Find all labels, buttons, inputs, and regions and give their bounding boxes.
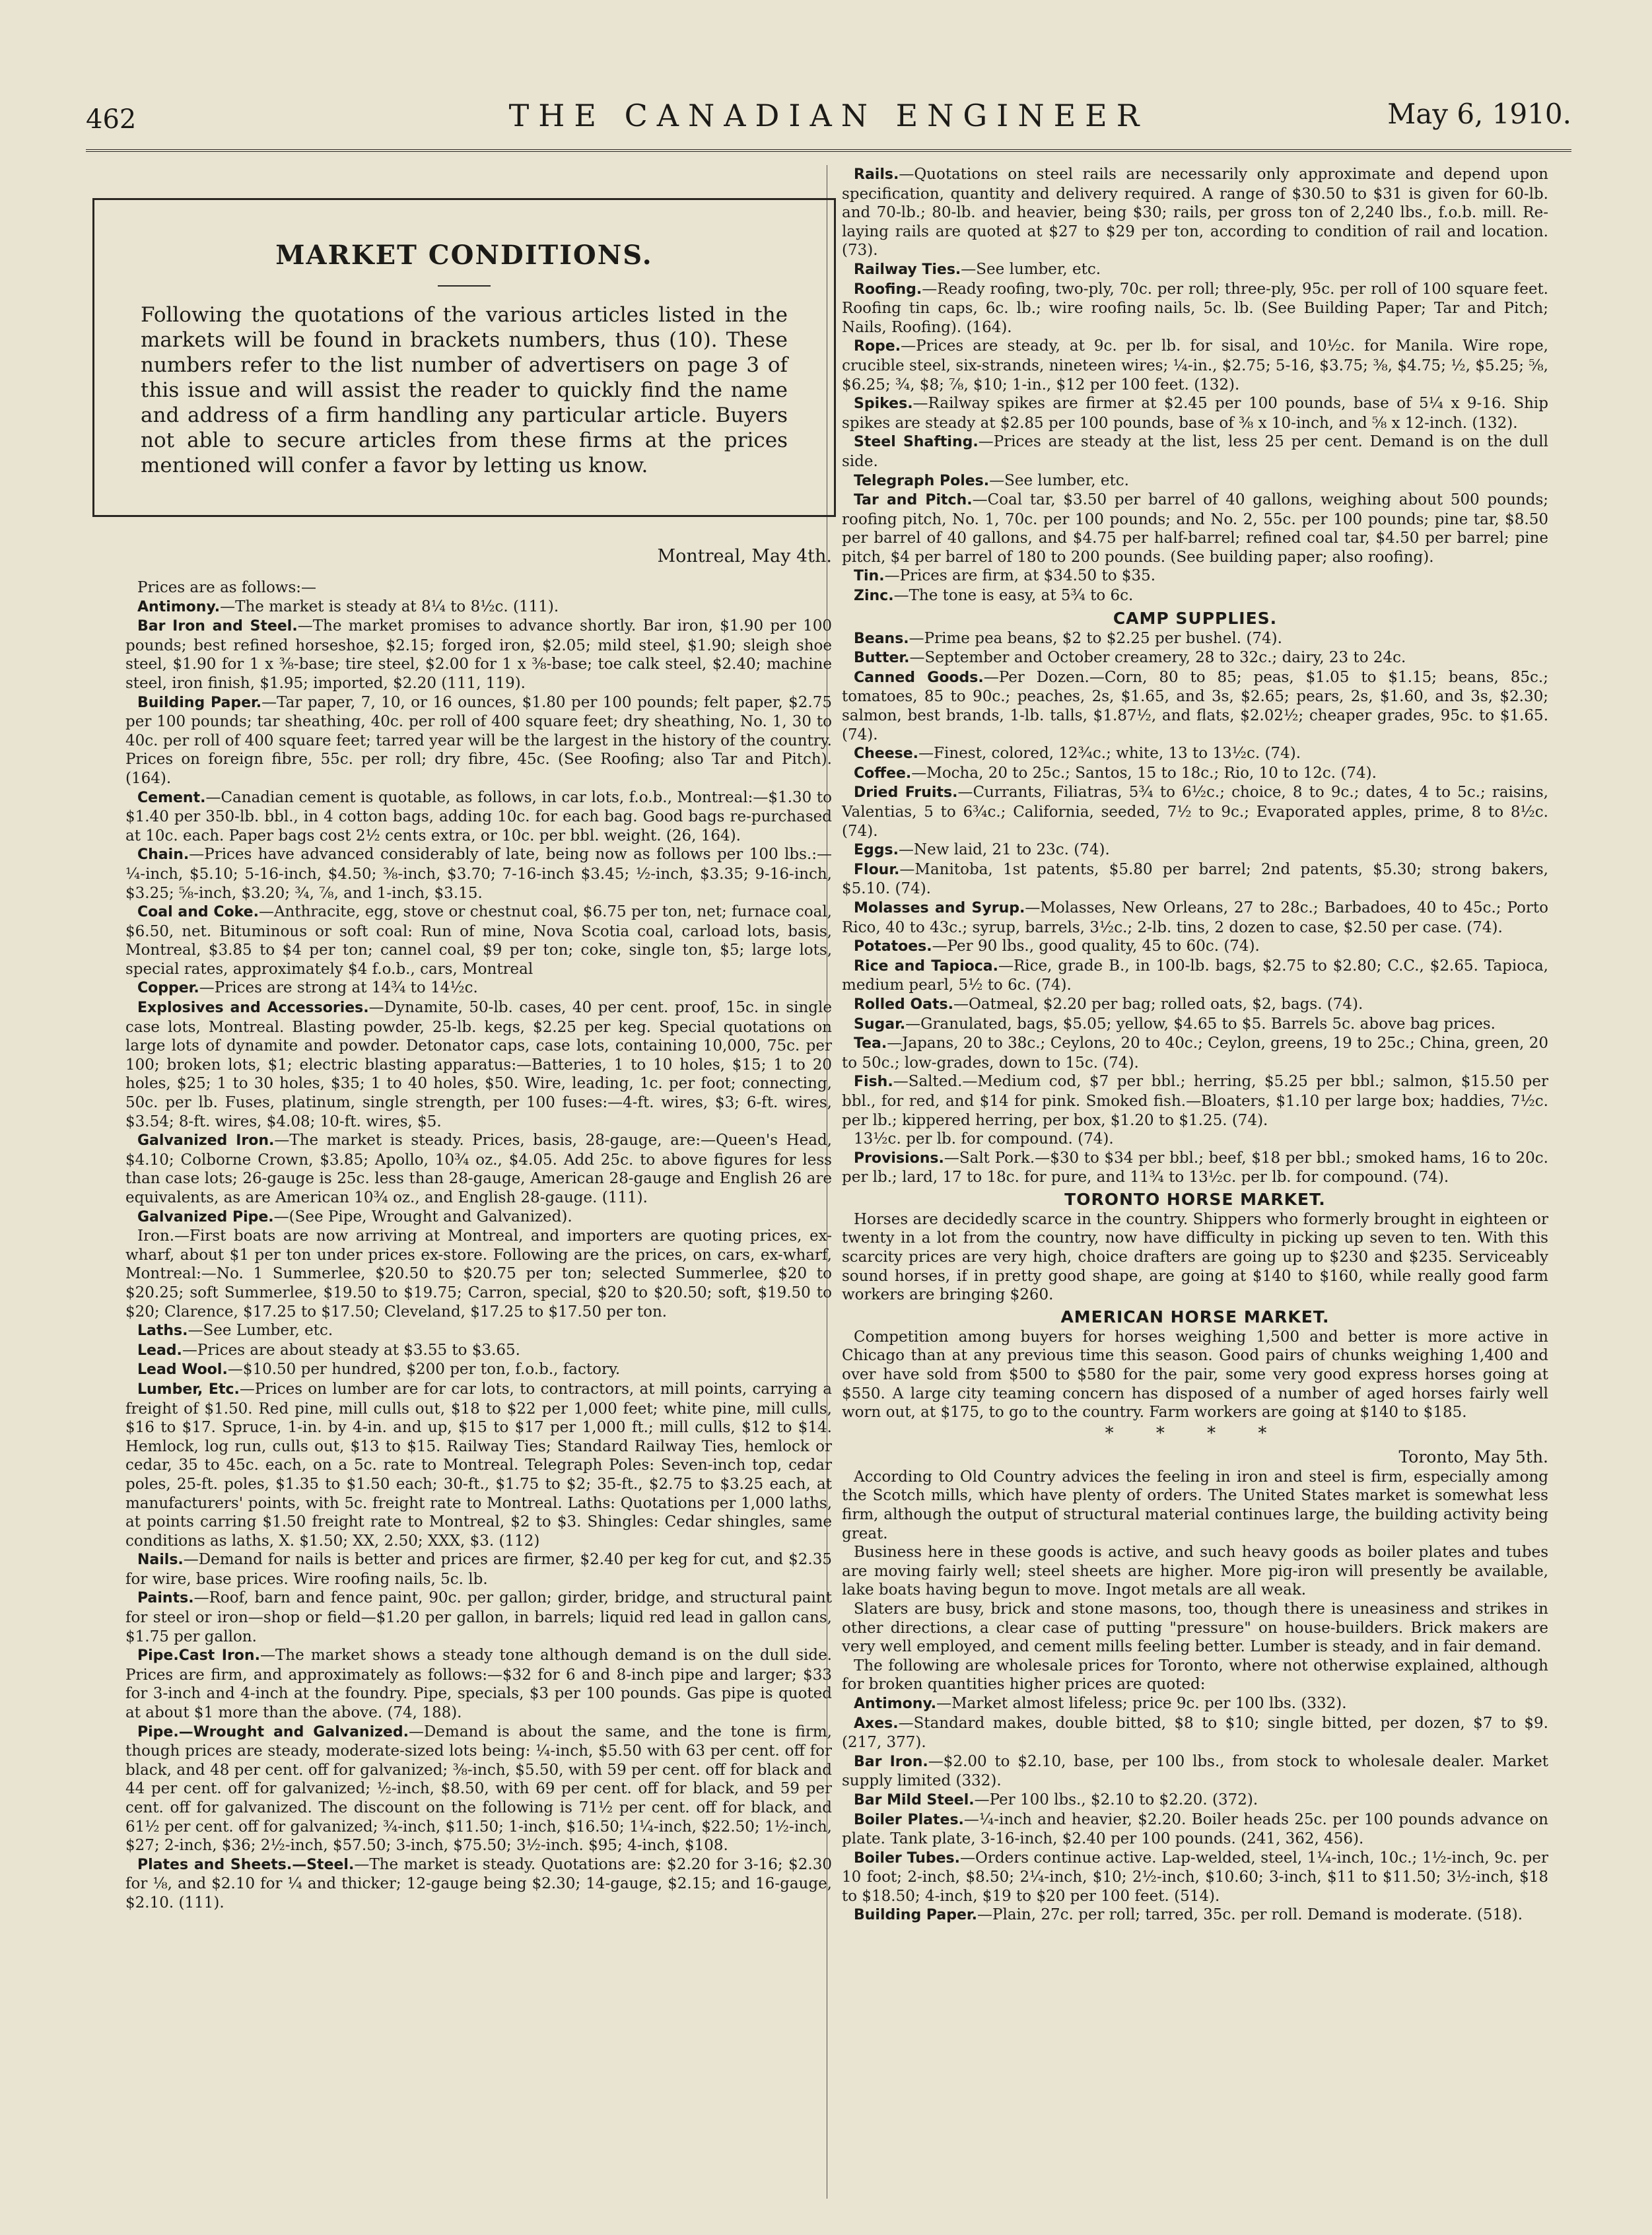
- camp-item: [842, 1015, 1548, 1035]
- item-term: Railway Ties.: [854, 261, 961, 278]
- item-body: —Salt Pork.—$30 to $34 per bbl.; beef, $18 per bbl.; smoked hams, 16 to 20c. per lb.; lard, 17 to 18c. for pure, and 11¾ to 13½c. per lb. for compound. (74).: [842, 1149, 1548, 1186]
- item-term: Fish.: [854, 1074, 893, 1091]
- market-conditions-box: [92, 198, 836, 517]
- publication-title: THE CANADIAN ENGINEER: [508, 98, 1149, 133]
- item-term: Cement.: [137, 789, 206, 806]
- item-body: —Coal tar, $3.50 per barrel of 40 gallons, weighing about 500 pounds; roofing pitch, No. 1, 70c. per 100 pounds; and No. 2, 55c. per 100 pounds; pine tar, $8.50 per barrel of 40 gallons, and $4.75 per half-barrel; refined coal tar, $4.50 per barrel; pine pitch, $4 per barrel of 180 to 200 pounds. (See building paper; also roofing).: [842, 491, 1549, 566]
- camp-item: [842, 841, 1548, 860]
- montreal-dateline: Montreal, May 4th.: [657, 546, 832, 567]
- market-conditions-heading: MARKET CONDITIONS.: [275, 240, 653, 271]
- left-column: [125, 165, 832, 1913]
- item-body: —¼-inch and heavier, $2.20. Boiler heads 25c. per 100 pounds advance on plate. Tank plate, 3-16-inch, $2.40 per 100 pounds. (241, 362, 456).: [842, 1810, 1548, 1848]
- item-term: Galvanized Pipe.: [137, 1208, 274, 1225]
- price-item: [125, 1208, 832, 1227]
- right-column: [842, 165, 1548, 1925]
- price-item: [125, 1646, 832, 1722]
- item-body: —Per 90 lbs., good quality, 45 to 60c. (74).: [932, 938, 1260, 955]
- item-body: —New laid, 21 to 23c. (74).: [898, 841, 1110, 859]
- price-item: [842, 1810, 1548, 1849]
- item-term: Provisions.: [854, 1150, 944, 1167]
- item-body: —The market promises to advance shortly. Bar iron, $1.90 per 100 pounds; best refined horseshoe, $2.15; forged iron, $2.05; mild steel, $1.90; sleigh shoe steel, $1.90 for 1 x ⅜-base; tire steel, $2.00 for 1 x ⅜-base; toe calk steel, $2.40; machine steel, iron finish, $1.95; imported, $2.20 (111, 119).: [125, 617, 832, 692]
- item-term: Roofing.: [854, 281, 922, 298]
- price-item: [842, 260, 1548, 280]
- item-body: —See lumber, etc.: [961, 260, 1101, 278]
- item-body: —The market is steady. Prices, basis, 28-gauge, are:—Queen's Head, $4.10; Colborne Crown, $3.85; Apollo, 10¾ oz., $4.05. Add 25c. to above figures for less than case lots; 26-gauge is 25c. less than 28-gauge, American 28-gauge and English 26 are equivalents, as are American 10¾ oz., and English 28-gauge. (111).: [125, 1132, 832, 1206]
- item-body: —The market is steady. Quotations are: $2.20 for 3-16; $2.30 for ⅛, and $2.10 for ¼ and thicker; 12-gauge being $2.30; 14-gauge, $2.15; and 16-gauge, $2.10. (111).: [125, 1855, 832, 1911]
- item-body: —Prime pea beans, $2 to $2.25 per bushel. (74).: [909, 629, 1282, 647]
- item-body: —Standard makes, double bitted, $8 to $10; single bitted, per dozen, $7 to $9. (217, 377).: [842, 1714, 1548, 1752]
- item-body: —Prices are strong at 14¾ to 14½c.: [199, 979, 478, 997]
- item-body: —Molasses, New Orleans, 27 to 28c.; Barbadoes, 40 to 45c.; Porto Rico, 40 to 43c.; syrup, barrels, 3½c.; 2-lb. tins, 2 dozen to case, $2.50 per case. (74).: [842, 899, 1548, 936]
- american-horse-heading: AMERICAN HORSE MARKET.: [1060, 1307, 1330, 1326]
- item-body: —The tone is easy, at 5¾ to 6c.: [893, 587, 1134, 605]
- item-term: Rope.: [854, 338, 901, 355]
- item-term: Rails.: [854, 166, 899, 183]
- price-item: [842, 1694, 1548, 1714]
- item-body: —The market shows a steady tone although demand is on the dull side. Prices are firm, and approximately as follows:—$32 for 6 and 8-inch pipe and larger; $33 for 3-inch and 4-inch at the foundry. Pipe, specials, $3 per 100 pounds. Gas pipe is quoted at about $1 more than the above. (74, 188).: [125, 1647, 832, 1722]
- box-rule: [438, 285, 491, 287]
- item-term: Lead.: [137, 1342, 182, 1359]
- item-body: —Prices have advanced considerably of late, being now as follows per 100 lbs.:—¼-inch, $5.10; 5-16-inch, $4.50; ⅜-inch, $3.70; 7-16-inch $3.45; ½-inch, $3.35; 9-16-inch, $3.25; ⅝-inch, $3.20; ¾, ⅞, and 1-inch, $3.15.: [125, 846, 832, 902]
- price-item: [842, 586, 1548, 606]
- item-term: Galvanized Iron.: [137, 1132, 275, 1150]
- camp-item: [842, 995, 1548, 1015]
- item-term: Sugar.: [854, 1015, 906, 1033]
- report-paragraph: Business here in these goods is active, and such heavy goods as boiler plates and tubes are moving fairly well; steel sheets are higher. More pig-iron will presently be available, lake boats having begun to move. Ingot metals are all weak.: [842, 1544, 1548, 1599]
- camp-item: [842, 899, 1548, 937]
- item-body: —Prices are about steady at $3.55 to $3.65.: [182, 1341, 520, 1359]
- item-body: —(See Pipe, Wrought and Galvanized).: [273, 1208, 572, 1225]
- camp-item: [842, 668, 1548, 744]
- price-item: [125, 1131, 832, 1207]
- item-term: Butter.: [854, 650, 910, 667]
- camp-item: [842, 783, 1548, 841]
- item-body: —Tar paper, 7, 10, or 16 ounces, $1.80 per 100 pounds; felt paper, $2.75 per 100 pounds; tar sheathing, 40c. per roll of 400 square feet; dry sheathing, No. 1, 30 to 40c. per roll of 400 square feet; tarred year will be the largest in the history of the country. Prices on foreign fibre, 55c. per roll; dry fibre, 45c. (See Roofing; also Tar and Pitch). (164).: [125, 693, 832, 787]
- price-item: [125, 1723, 832, 1855]
- camp-item: [842, 860, 1548, 899]
- camp-item: [842, 764, 1548, 784]
- item-body: —See lumber, etc.: [989, 471, 1129, 489]
- item-term: Cheese.: [854, 745, 919, 763]
- page-header: [86, 92, 1571, 145]
- price-item: [842, 567, 1548, 586]
- item-term: Coal and Coke.: [137, 904, 259, 921]
- item-body: —Rice, grade B., in 100-lb. bags, $2.75 to $2.80; C.C., $2.65. Tapioca, medium pearl, 5½ to 6c. (74).: [842, 957, 1548, 994]
- item-body: —Finest, colored, 12¾c.; white, 13 to 13½c. (74).: [918, 745, 1301, 763]
- item-body: —Per 100 lbs., $2.10 to $2.20. (372).: [974, 1791, 1258, 1808]
- price-item: [842, 394, 1548, 432]
- item-body: —Prices are steady at the list, less 25 per cent. Demand is on the dull side.: [842, 433, 1548, 470]
- item-term: Axes.: [854, 1715, 899, 1732]
- item-term: Antimony.: [854, 1695, 937, 1712]
- camp-item: [842, 1149, 1548, 1187]
- item-body: —Roof, barn and fence paint, 90c. per gallon; girder, bridge, and structural paint for steel or iron—shop or field—$1.20 per gallon, in barrels; liquid red lead in gallon cans, $1.75 per gallon.: [125, 1589, 832, 1645]
- item-body: —Prices are firm, at $34.50 to $35.: [884, 567, 1156, 585]
- price-item: [125, 1321, 832, 1341]
- item-body: —Quotations on steel rails are necessarily only approximate and depend upon specification, quantity and delivery required. A range of $30.50 to $31 is given for 60-lb. and 70-lb.; 80-lb. and heavier, being $30; rails, per gross ton of 2,240 lbs., f.o.b. mill. Re-laying rails are quoted at $27 to $29 per ton, according to condition of rail and location. (73).: [842, 166, 1548, 259]
- item-body: —Mocha, 20 to 25c.; Santos, 15 to 18c.; Rio, 10 to 12c. (74).: [911, 764, 1377, 782]
- price-item: [842, 1791, 1548, 1810]
- price-item: [125, 788, 832, 846]
- item-term: Spikes.: [854, 395, 913, 413]
- item-body: —$10.50 per hundred, $200 per ton, f.o.b., factory.: [227, 1361, 621, 1379]
- item-term: Zinc.: [854, 588, 894, 605]
- item-term: Potatoes.: [854, 938, 932, 955]
- item-body: —Per Dozen.—Corn, 80 to 85; peas, $1.05 to $1.15; beans, 85c.; tomatoes, 85 to 90c.; peaches, 2s, $1.65, and 3s, $2.65; pears, 2s, $1.60, and 3s, $2.30; salmon, best brands, 1-lb. talls, $1.87½, and flats, $2.02½; cheaper grades, 95c. to $1.65. (74).: [842, 668, 1548, 743]
- item-term: Bar Iron and Steel.: [137, 618, 298, 635]
- camp-item: [842, 744, 1548, 764]
- montreal-intro: Prices are as follows:—: [137, 579, 317, 596]
- item-body: —Canadian cement is quotable, as follows, in car lots, f.o.b., Montreal:—$1.30 to $1.40 per 350-lb. bbl., in 4 cotton bags, adding 10c. for each bag. Good bags re-purchased at 10c. each. Paper bags cost 2½ cents extra, or 10c. per bbl. weight. (26, 164).: [125, 788, 832, 844]
- camp-supplies-list: [842, 629, 1548, 1187]
- item-body: —Dynamite, 50-lb. cases, 40 per cent. proof, 15c. in single case lots, Montreal. Blasting powder, 25-lb. kegs, $2.25 per keg. Special quotations on large lots of dynamite and powder. Detonator caps, case lots, containing 10,000, 75c. per 100; broken lots, $1; electric blasting apparatus:—Batteries, 1 to 10 holes, $15; 1 to 20 holes, $25; 1 to 30 holes, $35; 1 to 40 holes, $50. Wire, leading, 1c. per foot; connecting, 50c. per lb. Fuses, platinum, single strength, per 100 fuses:—4-ft. wires, $3; 6-ft. wires, $3.54; 8-ft. wires, $4.08; 10-ft. wires, $5.: [125, 999, 832, 1130]
- item-term: Nails.: [137, 1552, 184, 1569]
- price-item: [125, 998, 832, 1131]
- item-body: —Prices are steady, at 9c. per lb. for sisal, and 10½c. for Manila. Wire rope, crucible steel, six-strands, nineteen wires; ¼-in., $2.75; 5-16, $3.75; ⅜, $4.75; ½, $5.25; ⅝, $6.25; ¾, $8; ⅞, $10; 1-in., $12 per 100 feet. (132).: [842, 337, 1548, 394]
- item-term: Telegraph Poles.: [854, 472, 990, 489]
- camp-item: [842, 1034, 1548, 1072]
- item-term: Copper.: [137, 980, 199, 997]
- item-body: —September and October creamery, 28 to 32c.; dairy, 23 to 24c.: [909, 649, 1406, 667]
- toronto-horse-heading: TORONTO HORSE MARKET.: [1064, 1189, 1326, 1209]
- item-body: —Manitoba, 1st patents, $5.80 per barrel; 2nd patents, $5.30; strong bakers, $5.10. (74).: [842, 860, 1548, 898]
- camp-item: [842, 648, 1548, 668]
- item-term: Flour.: [854, 861, 900, 878]
- price-item: [125, 1550, 832, 1589]
- item-body: —Japans, 20 to 38c.; Ceylons, 20 to 40c.; Ceylon, greens, 19 to 25c.; China, green, 20 to 50c.; low-grades, down to 15c. (74).: [842, 1035, 1548, 1072]
- price-item: [842, 1714, 1548, 1752]
- item-body: —Plain, 27c. per roll; tarred, 35c. per roll. Demand is moderate. (518).: [977, 1906, 1523, 1924]
- item-body: 13½c. per lb. for compound. (74).: [854, 1130, 1114, 1148]
- item-body: —Ready roofing, two-ply, 70c. per roll; three-ply, 95c. per roll of 100 square feet. Roofing tin caps, 6c. lb.; wire roofing nails, 5c. lb. (See Building Paper; Tar and Pitch; Nails, Roofing). (164).: [842, 280, 1548, 336]
- item-term: Bar Iron.: [854, 1753, 928, 1770]
- price-item: [842, 280, 1548, 337]
- item-term: Antimony.: [137, 598, 221, 615]
- item-body: —See Lumber, etc.: [188, 1322, 333, 1340]
- item-term: Boiler Tubes.: [854, 1849, 961, 1867]
- item-body: —Currants, Filiatras, 5¾ to 6½c.; choice, 8 to 9c.; dates, 4 to 5c.; raisins, Valentias, 5 to 6¾c.; California, seeded, 7½ to 9c.; Evaporated apples, prime, 8 to 8½c. (74).: [842, 784, 1548, 840]
- item-term: Pipe.—Wrought and Galvanized.: [137, 1723, 409, 1740]
- item-term: Eggs.: [854, 842, 899, 859]
- price-item: [125, 1589, 832, 1646]
- price-item: [842, 1752, 1548, 1791]
- price-item: [842, 1906, 1548, 1925]
- item-body: —$2.00 to $2.10, base, per 100 lbs., from stock to wholesale dealer. Market supply limited (332).: [842, 1752, 1549, 1790]
- item-term: Bar Mild Steel.: [854, 1791, 975, 1808]
- camp-supplies-heading: CAMP SUPPLIES.: [1113, 608, 1278, 628]
- price-item: [842, 337, 1548, 394]
- price-item: [125, 845, 832, 903]
- item-term: Lumber, Etc.: [137, 1381, 240, 1398]
- item-body: —Railway spikes are firmer at $2.45 per 100 pounds, base of 5¼ x 9-16. Ship spikes are steady at $2.85 per 100 pounds, base of ⅜ x 10-inch, and ⅝ x 12-inch. (132).: [842, 395, 1548, 432]
- item-term: Chain.: [137, 846, 189, 864]
- building-materials-list: [842, 165, 1548, 606]
- camp-item: [842, 629, 1548, 649]
- item-body: —Market almost lifeless; price 9c. per 100 lbs. (332).: [936, 1694, 1347, 1712]
- market-conditions-text: Following the quotations of the various articles listed in the markets will be found in brackets numbers, thus (10). These numbers refer to the list number of advertisers on page 3 of this issue and will assist the reader to quickly find the name and address of a firm handling any particular article. Buyers not able to secure articles from these firms at the prices mentioned will confer a favor by letting us know.: [141, 303, 788, 477]
- item-term: Dried Fruits.: [854, 784, 958, 802]
- item-body: —Prices on lumber are for car lots, to contractors, at mill points, carrying a freight of $1.50. Red pine, mill culls out, $18 to $22 per 1,000 feet; white pine, mill culls, $16 to $17. Spruce, 1-in. by 4-in. and up, $15 to $17 per 1,000 ft.; mill culls, $12 to $14. Hemlock, log run, culls out, $13 to $15. Railway Ties; Standard Railway Ties, hemlock or cedar, 35 to 45c. each, on a 5c. rate to Montreal. Telegraph Poles: Seven-inch top, cedar poles, 25-ft. poles, $1.35 to $1.50 each; 30-ft., $1.75 to $2; 35-ft., $2.75 to $3.25 each, at manufacturers' points, with 5c. freight rate to Montreal. Laths: Quotations per 1,000 laths, at points carring $1.50 freight rate to Montreal, $2 to $3. Shingles: Cedar shingles, same conditions as laths, X. $1.50; XX, 2.50; XXX, $3. (112): [125, 1380, 832, 1550]
- montreal-price-list: [125, 598, 832, 1913]
- item-body: —Oatmeal, $2.20 per bag; rolled oats, $2, bags. (74).: [953, 995, 1363, 1013]
- price-item: [125, 903, 832, 979]
- report-paragraph: Slaters are busy, brick and stone masons, too, though there is uneasiness and strikes in other directions, a clear case of putting "pressure" on house-builders. Brick makers are very well employed, and cement mills feeling better. Lumber is steady, and in fair demand.: [842, 1600, 1548, 1656]
- price-item: [125, 598, 832, 617]
- price-item: [125, 1855, 832, 1913]
- toronto-dateline: Toronto, May 5th.: [1398, 1447, 1548, 1466]
- camp-item: [842, 1072, 1548, 1130]
- item-term: Canned Goods.: [854, 669, 984, 686]
- item-term: Beans.: [854, 630, 909, 647]
- item-term: Steel Shafting.: [854, 434, 979, 451]
- camp-item: [842, 937, 1548, 957]
- price-item: [842, 165, 1548, 260]
- price-item: [125, 1227, 832, 1321]
- item-term: Tar and Pitch.: [854, 492, 973, 509]
- price-item: [125, 1341, 832, 1361]
- item-body: Iron.—First boats are now arriving at Montreal, and importers are quoting prices, ex-wharf, about $1 per ton under prices ex-store. Following are the prices, on cars, ex-wharf, Montreal:—No. 1 Summerlee, $20.50 to $20.75 per ton; selected Summerlee, $20 to $20.25; soft Summerlee, $19.50 to $19.75; Carron, special, $20 to $20.50; soft, $19.50 to $20; Clarence, $17.25 to $17.50; Cleveland, $17.25 to $17.50 per ton.: [125, 1227, 832, 1321]
- item-term: Coffee.: [854, 765, 912, 782]
- report-paragraph: According to Old Country advices the feeling in iron and steel is firm, especially among the Scotch mills, which have plenty of orders. The United States market is somewhat less firm, although the output of structural material continues large, the building activity being great.: [842, 1468, 1548, 1542]
- issue-date: May 6, 1910.: [1387, 98, 1571, 130]
- header-rule: [86, 149, 1571, 152]
- item-term: Plates and Sheets.—Steel.: [137, 1856, 355, 1873]
- item-body: —Salted.—Medium cod, $7 per bbl.; herring, $5.25 per bbl.; salmon, $15.50 per bbl., for red, and $14 for pink. Smoked fish.—Bloaters, $1.10 per large box; haddies, 7½c. per lb.; kippered herring, per box, $1.20 to $1.25. (74).: [842, 1073, 1548, 1129]
- price-item: [125, 617, 832, 693]
- item-term: Lead Wool.: [137, 1361, 228, 1379]
- section-stars: * * * *: [1105, 1423, 1286, 1443]
- item-body: —Granulated, bags, $5.05; yellow, $4.65 to $5. Barrels 5c. above bag prices.: [905, 1015, 1496, 1033]
- item-term: Rice and Tapioca.: [854, 957, 998, 975]
- price-item: [125, 1360, 832, 1380]
- price-item: [842, 1849, 1548, 1906]
- toronto-price-list: [842, 1694, 1548, 1925]
- toronto-horse-text: Horses are decidedly scarce in the country. Shippers who formerly brought in eighteen or twenty in a lot from the country, now have difficulty in picking up seven to ten. With this scarcity prices are very high, choice drafters are going up to $230 and $235. Serviceably sound horses, if in pretty good shape, are going at $140 to $160, while really good farm workers are bringing $260.: [842, 1210, 1548, 1304]
- item-term: Laths.: [137, 1323, 188, 1340]
- item-body: —Demand is about the same, and the tone is firm, though prices are steady, moderate-sized lots being: ¼-inch, $5.50 with 63 per cent. off for black, and 48 per cent. off for galvanized; ⅜-inch, $5.50, with 59 per cent. off for black and 44 per cent. off for galvanized; ½-inch, $8.50, with 69 per cent. off for black, and 59 per cent. off for galvanized. The discount on the following is 71½ per cent. off for black, and 61½ per cent. off for galvanized; ¾-inch, $11.50; 1-inch, $16.50; 1¼-inch, $22.50; 1½-inch, $27; 2-inch, $36; 2½-inch, $57.50; 3-inch, $75.50; 3½-inch. $95; 4-inch, $108.: [125, 1723, 832, 1855]
- item-body: —Orders continue active. Lap-welded, steel, 1¼-inch, 10c.; 1½-inch, 9c. per 10 foot; 2-inch, $8.50; 2¼-inch, $10; 2½-inch, $10.60; 3-inch, $11 to $11.50; 3½-inch, $18 to $18.50; 4-inch, $19 to $20 per 100 feet. (514).: [842, 1849, 1548, 1905]
- item-term: Molasses and Syrup.: [854, 899, 1025, 916]
- item-term: Explosives and Accessories.: [137, 1000, 369, 1017]
- price-item: [125, 693, 832, 788]
- item-term: Building Paper.: [137, 694, 262, 711]
- item-term: Rolled Oats.: [854, 996, 953, 1013]
- toronto-report: [842, 1468, 1548, 1694]
- camp-item: [842, 1130, 1548, 1149]
- item-term: Pipe.Cast Iron.: [137, 1647, 260, 1665]
- item-term: Boiler Plates.: [854, 1811, 964, 1828]
- camp-item: [842, 957, 1548, 995]
- item-body: —Demand for nails is better and prices are firmer, $2.40 per keg for cut, and $2.35 for wire, base prices. Wire roofing nails, 5c. lb.: [125, 1551, 832, 1588]
- item-term: Tea.: [854, 1035, 887, 1052]
- price-item: [842, 432, 1548, 471]
- item-term: Building Paper.: [854, 1907, 977, 1924]
- american-horse-text: Competition among buyers for horses weighing 1,500 and better is more active in Chicago than at any previous time this season. Good pairs of chunks weighing 1,400 and over have sold from $500 to $580 for the pair, some very good express horses going at $550. A large city teaming concern has disposed of a number of aged horses fairly well worn out, at $175, to go to the country. Farm workers are going at $140 to $185.: [842, 1328, 1548, 1422]
- price-item: [842, 491, 1548, 567]
- price-item: [842, 471, 1548, 491]
- item-term: Tin.: [854, 568, 885, 585]
- page-number: 462: [86, 104, 137, 135]
- price-item: [125, 1380, 832, 1550]
- item-body: —The market is steady at 8¼ to 8½c. (111).: [220, 598, 559, 615]
- item-body: —Anthracite, egg, stove or chestnut coal, $6.75 per ton, net; furnace coal, $6.50, net. Bituminous or soft coal: Run of mine, Nova Scotia coal, carload lots, basis, Montreal, $3.85 to $4 per ton; cannel coal, $9 per ton; coke, single ton, $5; large lots, special rates, approximately $4 f.o.b., cars, Montreal: [125, 903, 832, 978]
- price-item: [125, 979, 832, 998]
- item-term: Paints.: [137, 1590, 194, 1607]
- report-paragraph: The following are wholesale prices for Toronto, where not otherwise explained, although for broken quantities higher prices are quoted:: [842, 1657, 1548, 1694]
